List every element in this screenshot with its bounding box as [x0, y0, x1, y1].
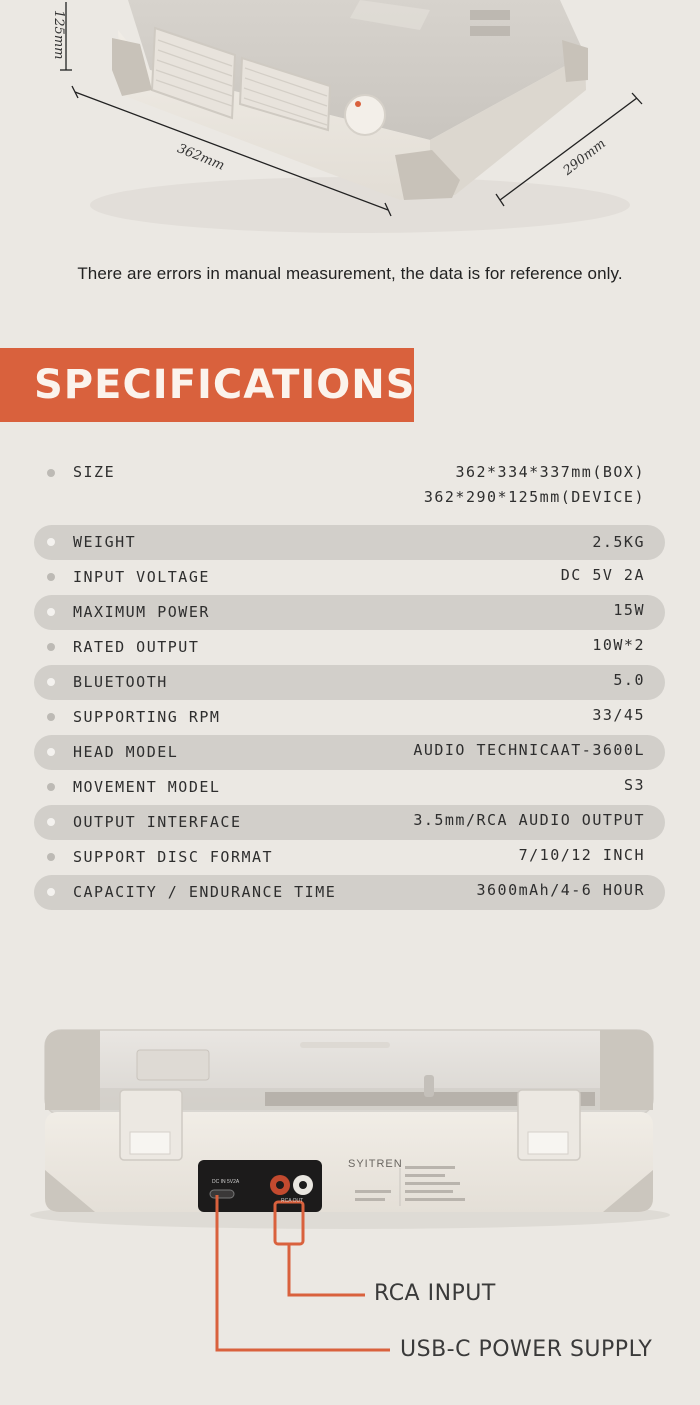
spec-value: 15W	[613, 601, 645, 619]
bullet-dot	[47, 853, 55, 861]
spec-value: 2.5KG	[592, 533, 645, 551]
rca-port-label: RCA OUT	[281, 1198, 304, 1204]
usbc-power-callout: USB-C POWER SUPPLY	[400, 1337, 653, 1362]
spec-label: SIZE	[73, 463, 116, 481]
measurement-disclaimer: There are errors in manual measurement, the data is for reference only.	[77, 264, 623, 283]
turntable-rear-illustration	[0, 1020, 700, 1400]
spec-row-bluetooth	[34, 665, 665, 700]
spec-value: 3.5mm/RCA AUDIO OUTPUT	[413, 811, 645, 829]
bullet-dot	[47, 538, 55, 546]
spec-label: RATED OUTPUT	[73, 638, 200, 656]
spec-label: HEAD MODEL	[73, 743, 179, 761]
bullet-dot	[47, 818, 55, 826]
spec-value: 3600mAh/4-6 HOUR	[476, 881, 645, 899]
spec-row-movement-model	[34, 770, 665, 805]
spec-value: 10W*2	[592, 636, 645, 654]
spec-row-weight	[34, 525, 665, 560]
depth-dimension-label: 290mm	[560, 136, 609, 179]
spec-label: MAXIMUM POWER	[73, 603, 210, 621]
spec-row-rated-output	[34, 630, 665, 665]
spec-value: 362*334*337mm(BOX)	[455, 463, 645, 481]
spec-value: 5.0	[613, 671, 645, 689]
spec-row-support-disc-format	[34, 840, 665, 875]
brand-label: SYITREN	[348, 1158, 403, 1170]
spec-row-head-model	[34, 735, 665, 770]
spec-row-output-interface	[34, 805, 665, 840]
spec-label: MOVEMENT MODEL	[73, 778, 221, 796]
spec-row-input-voltage	[34, 560, 665, 595]
width-dimension-label: 362mm	[174, 141, 227, 174]
specifications-heading: SPECIFICATIONS	[0, 348, 414, 422]
spec-label: WEIGHT	[73, 533, 137, 551]
spec-label: SUPPORT DISC FORMAT	[73, 848, 274, 866]
bullet-dot	[47, 678, 55, 686]
height-dimension-label: 125mm	[51, 10, 66, 60]
spec-label: INPUT VOLTAGE	[73, 568, 210, 586]
spec-value: 7/10/12 INCH	[518, 846, 645, 864]
spec-value: DC 5V 2A	[560, 566, 645, 584]
dc-port-label: DC IN 5V2A	[212, 1179, 240, 1185]
spec-value: S3	[623, 776, 645, 794]
bullet-dot	[47, 748, 55, 756]
bullet-dot	[47, 469, 55, 477]
spec-label: BLUETOOTH	[73, 673, 168, 691]
spec-value: 33/45	[592, 706, 645, 724]
spec-row-capacity	[34, 875, 665, 910]
spec-row-supporting-rpm	[34, 700, 665, 735]
bullet-dot	[47, 608, 55, 616]
bullet-dot	[47, 888, 55, 896]
bullet-dot	[47, 643, 55, 651]
spec-row-maximum-power	[34, 595, 665, 630]
bullet-dot	[47, 783, 55, 791]
spec-value-secondary: 362*290*125mm(DEVICE)	[423, 488, 645, 506]
spec-label: SUPPORTING RPM	[73, 708, 221, 726]
spec-label: CAPACITY / ENDURANCE TIME	[73, 883, 337, 901]
turntable-dimension-drawing	[0, 0, 700, 250]
turntable-top-illustration	[0, 0, 700, 250]
spec-value: AUDIO TECHNICAAT-3600L	[413, 741, 645, 759]
rca-input-callout: RCA INPUT	[374, 1281, 496, 1306]
spec-row-size	[34, 455, 665, 513]
bullet-dot	[47, 573, 55, 581]
bullet-dot	[47, 713, 55, 721]
spec-label: OUTPUT INTERFACE	[73, 813, 242, 831]
